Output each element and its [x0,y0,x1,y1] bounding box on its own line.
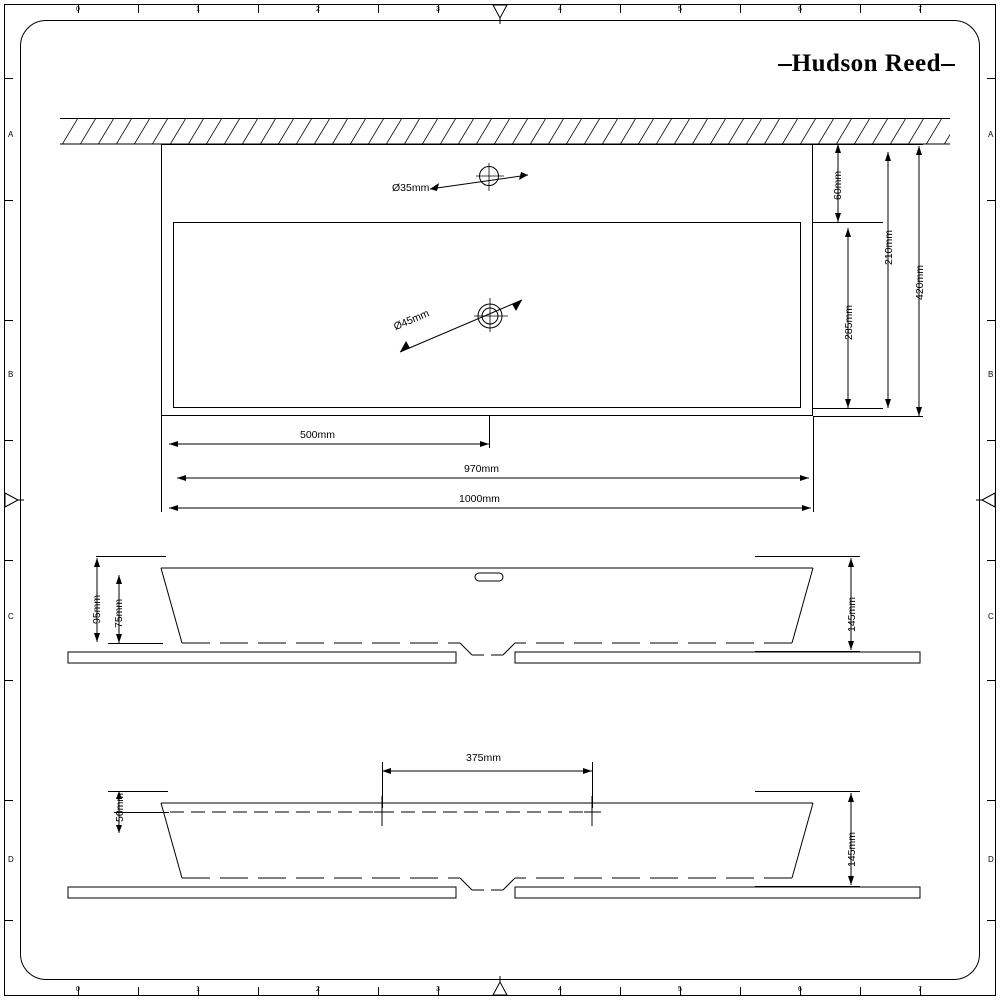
ruler-tick-left [5,200,13,201]
ruler-number-top: 4 [558,6,562,13]
ruler-tick-right [987,560,995,561]
ruler-number-top: 7 [918,6,922,13]
logo-left-rule [778,64,792,66]
dim-label-285: 285mm [843,304,855,340]
ruler-tick-top [620,5,621,13]
ruler-number-top: 5 [678,6,682,13]
ruler-tick-bottom [620,987,621,995]
ruler-tick-left [5,920,13,921]
ruler-tick-top [138,5,139,13]
ruler-tick-left [5,320,13,321]
dim-label-145-front: 145mm [846,596,858,632]
ruler-tick-bottom [740,987,741,995]
ruler-number-bottom: 3 [436,986,440,993]
ruler-tick-left [5,560,13,561]
dim-label-95: 95mm [91,594,103,624]
ruler-letter-left: A [8,130,14,139]
brand-logo [778,50,955,78]
ruler-tick-right [987,680,995,681]
ruler-letter-right: D [988,855,994,864]
dim-label-dia45: Ø45mm [392,307,432,334]
ruler-letter-right: A [988,130,994,139]
dim-label-1000: 1000mm [459,493,500,505]
dim-line-375 [382,765,596,777]
ruler-tick-top [378,5,379,13]
ruler-tick-left [5,78,13,79]
rear-elevation-graphic [60,790,930,910]
ext-line-plan-bowl-top [813,222,883,223]
tap-hole-35-leader [430,175,540,197]
ext-line-plan-top [813,144,923,145]
ruler-tick-right [987,800,995,801]
ruler-number-bottom: 7 [918,986,922,993]
ruler-tick-bottom [378,987,379,995]
dim-label-970: 970mm [464,463,500,475]
ruler-letter-left: B [8,370,14,379]
ruler-tick-right [987,78,995,79]
ruler-tick-bottom [138,987,139,995]
ruler-tick-top [860,5,861,13]
ruler-tick-left [5,440,13,441]
ruler-number-bottom: 6 [798,986,802,993]
ruler-tick-left [5,800,13,801]
dim-label-500: 500mm [300,429,336,441]
ruler-number-bottom: 4 [558,986,562,993]
ruler-tick-bottom [258,987,259,995]
ruler-tick-right [987,320,995,321]
center-mark-bottom-icon [489,980,511,998]
dim-label-420: 420mm [914,264,926,300]
ruler-number-bottom: 5 [678,986,682,993]
center-mark-left-icon [2,489,20,511]
ext-line-plan-left [161,416,162,512]
logo-right-rule [941,64,955,66]
dim-label-dia35: Ø35mm [392,182,430,194]
ruler-number-top: 6 [798,6,802,13]
ruler-number-top: 2 [316,6,320,13]
center-mark-top-icon [489,2,511,20]
ruler-tick-top [740,5,741,13]
brand-name: Hudson Reed [791,50,941,77]
ruler-tick-left [5,680,13,681]
ruler-number-bottom: 0 [76,986,80,993]
ext-line-front-top [96,556,166,557]
ext-line-plan-bottom [813,416,923,417]
ext-line-plan-right [813,416,814,512]
dim-label-75: 75mm [113,598,125,628]
front-elevation-graphic [60,555,930,675]
ruler-letter-right: B [988,370,994,379]
ruler-tick-right [987,440,995,441]
dim-label-145-rear: 145mm [846,831,858,867]
dim-label-210: 210mm [883,229,895,265]
ext-line-front-right-top [755,556,860,557]
ruler-letter-left: C [8,612,14,621]
ruler-number-bottom: 2 [316,986,320,993]
ruler-number-top: 3 [436,6,440,13]
ext-line-rear-right-top [755,791,860,792]
dim-label-50: 50mm [114,792,126,822]
ruler-tick-bottom [860,987,861,995]
ruler-tick-right [987,200,995,201]
center-mark-right-icon [980,489,998,511]
dim-label-60: 60mm [832,170,844,200]
ruler-number-top: 1 [196,6,200,13]
ruler-letter-right: C [988,612,994,621]
ruler-number-bottom: 1 [196,986,200,993]
ruler-tick-top [258,5,259,13]
ruler-tick-right [987,920,995,921]
dim-label-375: 375mm [466,752,502,764]
ruler-letter-left: D [8,855,14,864]
ruler-number-top: 0 [76,6,80,13]
dim-line-210 [882,152,894,410]
